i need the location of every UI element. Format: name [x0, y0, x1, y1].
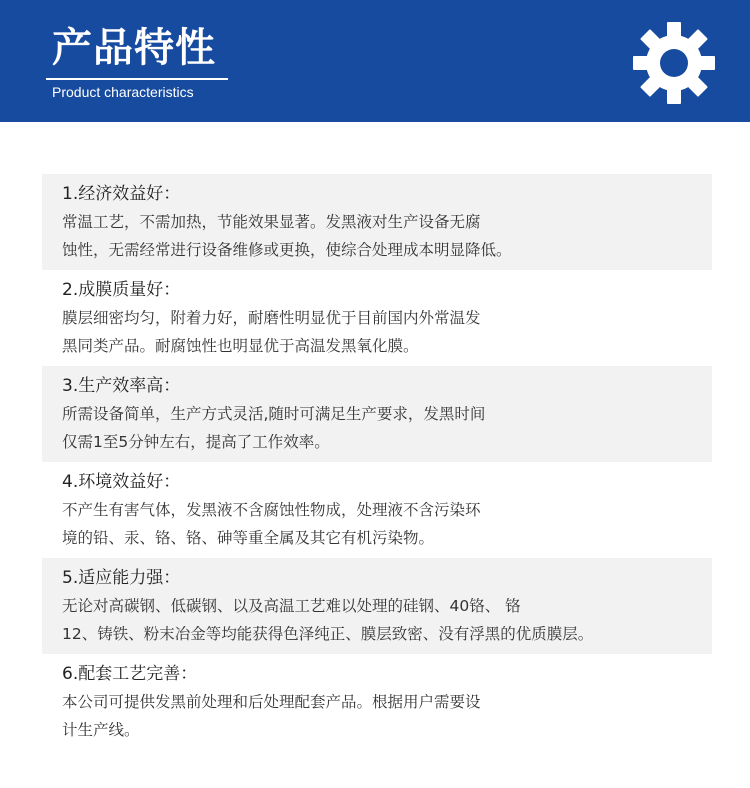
feature-title: 6.配套工艺完善：: [62, 664, 198, 684]
feature-text-line: 黑同类产品。耐腐蚀性也明显优于高温发黑氧化膜。: [62, 337, 419, 355]
feature-title: 2.成膜质量好：: [62, 280, 181, 300]
feature-text-line: 境的铅、汞、铬、铬、砷等重全属及其它有机污染物。: [62, 529, 435, 547]
feature-title: 1.经济效益好：: [62, 184, 181, 204]
feature-text-line: 12、铸铁、粉末冶金等均能获得色泽纯正、膜层致密、没有浮黑的优质膜层。: [62, 625, 594, 643]
feature-title: 5.适应能力强：: [62, 568, 181, 588]
page-title: 产品特性: [52, 25, 216, 71]
feature-item: [42, 174, 712, 270]
feature-text-line: 本公司可提供发黑前处理和后处理配套产品。根据用户需要设: [62, 693, 481, 711]
feature-text-line: 仅需1至5分钟左右，提高了工作效率。: [62, 433, 330, 451]
feature-text-line: 常温工艺，不需加热，节能效果显著。发黑液对生产设备无腐: [62, 213, 481, 231]
feature-title: 4.环境效益好：: [62, 472, 181, 492]
feature-title: 3.生产效率高：: [62, 376, 181, 396]
feature-list: [42, 174, 712, 750]
feature-item: [42, 462, 712, 558]
feature-text-line: 所需设备简单，生产方式灵活,随时可满足生产要求，发黑时间: [62, 405, 486, 423]
page-subtitle: Product characteristics: [52, 84, 194, 100]
feature-text-line: 不产生有害气体，发黑液不含腐蚀性物成，处理液不含污染环: [62, 501, 481, 519]
feature-text-line: 膜层细密均匀，附着力好，耐磨性明显优于目前国内外常温发: [62, 309, 481, 327]
title-divider: [46, 78, 228, 80]
header-banner: [0, 0, 750, 122]
feature-item: [42, 270, 712, 366]
feature-text-line: 无论对高碳钢、低碳钢、以及高温工艺难以处理的硅钢、40铬、 铬: [62, 597, 521, 615]
feature-text-line: 蚀性，无需经常进行设备维修或更换，使综合处理成本明显降低。: [62, 241, 512, 259]
feature-item: [42, 654, 712, 750]
feature-item: [42, 366, 712, 462]
feature-text-line: 计生产线。: [62, 721, 140, 739]
gear-icon: [633, 22, 715, 104]
feature-item: [42, 558, 712, 654]
